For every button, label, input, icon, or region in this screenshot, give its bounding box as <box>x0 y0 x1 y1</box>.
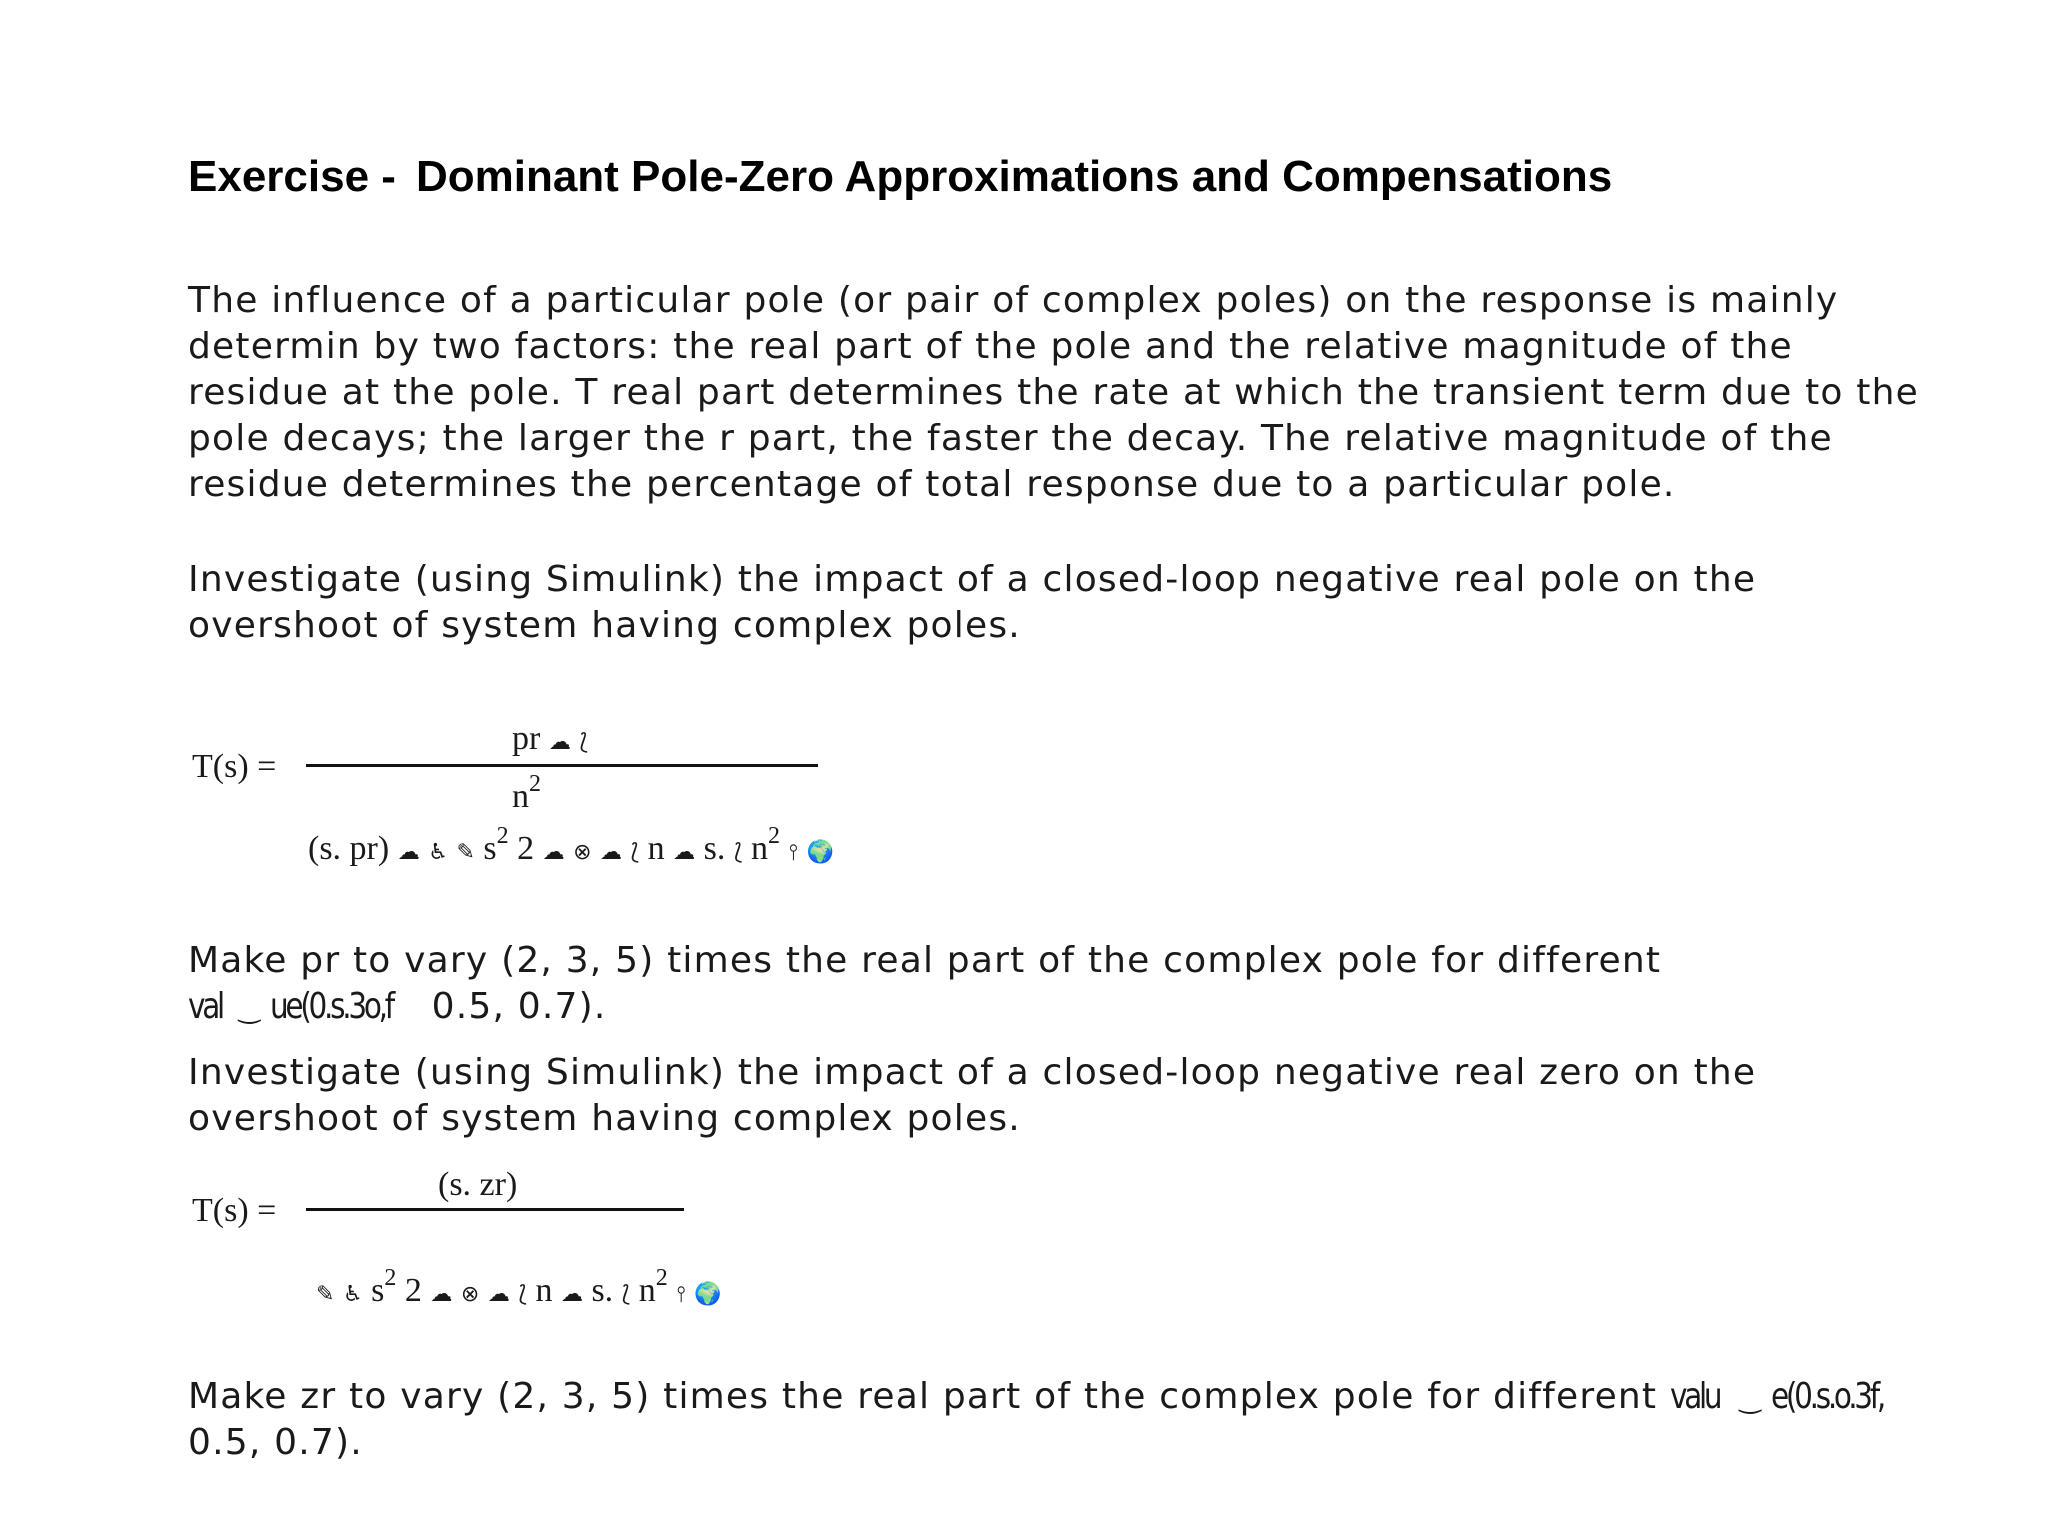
intro-paragraph <box>188 278 1948 508</box>
symbol-n: n <box>512 778 529 815</box>
text-line: Investigate (using Simulink) the impact of a closed-loop negative real pole on the <box>188 559 1757 600</box>
equation-denominator <box>308 823 834 868</box>
zeta-glyph-icon: ⟅ <box>518 1282 527 1307</box>
zeta-circle-glyph-icon: ⊗ <box>573 840 592 865</box>
superscript: 2 <box>767 823 780 849</box>
text-line: 0.5, 0.7). <box>188 1422 363 1463</box>
zeta-glyph-icon: ⟅ <box>733 840 743 865</box>
symbol-two: 2 <box>517 830 535 867</box>
text-line: overshoot of system having complex poles. <box>188 1098 1021 1139</box>
pin-glyph-icon: ✎ <box>316 1282 335 1307</box>
pin-glyph-icon: ✎ <box>456 840 475 865</box>
symbol-s: s <box>371 1272 385 1309</box>
equation-lhs: T(s) = <box>192 1192 277 1229</box>
zero-variation-paragraph <box>188 1374 1948 1466</box>
text-line: pole decays; the larger the r part, the faster the decay. The relative magnitude of the <box>188 418 1833 459</box>
garbled-text: e(0.s.o.3f, <box>1771 1376 1884 1417</box>
omega-glyph-icon: ☁ <box>548 730 571 755</box>
zeta-glyph-icon: ⟅ <box>630 840 640 865</box>
bracket-glyph-icon: ♿ <box>428 840 448 865</box>
text-line: residue at the pole. T real part determines the rate at which the transient term due to the <box>188 372 1919 413</box>
symbol-s: s. <box>703 830 726 867</box>
pole-investigation-paragraph <box>188 557 1948 649</box>
garbled-text: valu <box>1669 1376 1720 1417</box>
equation-numerator: (s. zr) <box>438 1166 518 1203</box>
symbol-s: s. <box>591 1272 614 1309</box>
symbol-n: n <box>647 830 665 867</box>
omega-glyph-icon: ☁ <box>397 840 420 865</box>
title-main: Dominant Pole-Zero Approximations and Compensations <box>415 152 1613 201</box>
omega-glyph-icon: ☁ <box>542 840 565 865</box>
superscript: 2 <box>529 771 541 797</box>
garbled-text: val <box>188 986 222 1027</box>
bracket-close-glyph-icon: ⫯ <box>676 1282 686 1307</box>
pole-variation-paragraph <box>188 938 1948 1030</box>
page-title <box>188 152 1612 202</box>
smile-glyph-icon: ‿ <box>1730 1385 1772 1415</box>
text-line: The influence of a particular pole (or pair of complex poles) on the response is mainly <box>188 280 1839 321</box>
omega-glyph-icon: ☁ <box>673 840 696 865</box>
superscript: 2 <box>496 823 509 849</box>
bracket-close-glyph-icon: ⫯ <box>788 840 799 865</box>
text-line: residue determines the percentage of total response due to a particular pole. <box>188 464 1676 505</box>
garbled-text: ue(0.s.3o,f <box>270 986 393 1027</box>
omega-glyph-icon: ☁ <box>487 1282 510 1307</box>
title-prefix: Exercise - <box>188 152 396 201</box>
superscript: 2 <box>655 1265 668 1291</box>
den-term-pole: (s. pr) <box>308 830 390 867</box>
zeta-circle-glyph-icon: ⊗ <box>460 1282 480 1307</box>
fraction-bar <box>306 764 818 767</box>
world-glyph-icon: 🌍 <box>806 840 834 865</box>
equation-lhs: T(s) = <box>192 748 277 785</box>
symbol-n: n <box>535 1272 553 1309</box>
symbol-pr: pr <box>512 720 541 757</box>
superscript: 2 <box>384 1265 397 1291</box>
symbol-two: 2 <box>404 1272 422 1309</box>
fraction-bar <box>306 1208 684 1211</box>
text-span: 0.5, 0.7). <box>419 986 607 1027</box>
symbol-n: n <box>750 830 768 867</box>
text-line: Make pr to vary (2, 3, 5) times the real part of the complex pole for different <box>188 940 1662 981</box>
text-line <box>188 984 1948 1030</box>
omega-glyph-icon: ☁ <box>430 1282 453 1307</box>
text-span: Make zr to vary (2, 3, 5) times the real part of the complex pole for different <box>188 1376 1658 1417</box>
smile-glyph-icon: ‿ <box>229 995 271 1025</box>
text-line: determin by two factors: the real part of the pole and the relative magnitude of the <box>188 326 1793 367</box>
text-line: Investigate (using Simulink) the impact of a closed-loop negative real zero on the <box>188 1052 1757 1093</box>
zeta-glyph-icon: ⟅ <box>621 1282 631 1307</box>
zero-investigation-paragraph <box>188 1050 1948 1142</box>
equation-numerator-bottom <box>512 771 541 816</box>
world-glyph-icon: 🌍 <box>694 1282 722 1307</box>
bracket-glyph-icon: ♿ <box>342 1282 363 1307</box>
equation-numerator-top <box>512 720 588 758</box>
equation-denominator <box>316 1265 722 1310</box>
omega-glyph-icon: ☁ <box>560 1282 583 1307</box>
symbol-n: n <box>638 1272 656 1309</box>
omega-glyph-icon: ☁ <box>600 840 623 865</box>
zeta-glyph-icon: ⟅ <box>579 730 588 755</box>
text-line: overshoot of system having complex poles. <box>188 605 1021 646</box>
symbol-s: s <box>483 830 497 867</box>
text-line <box>188 1374 1948 1420</box>
